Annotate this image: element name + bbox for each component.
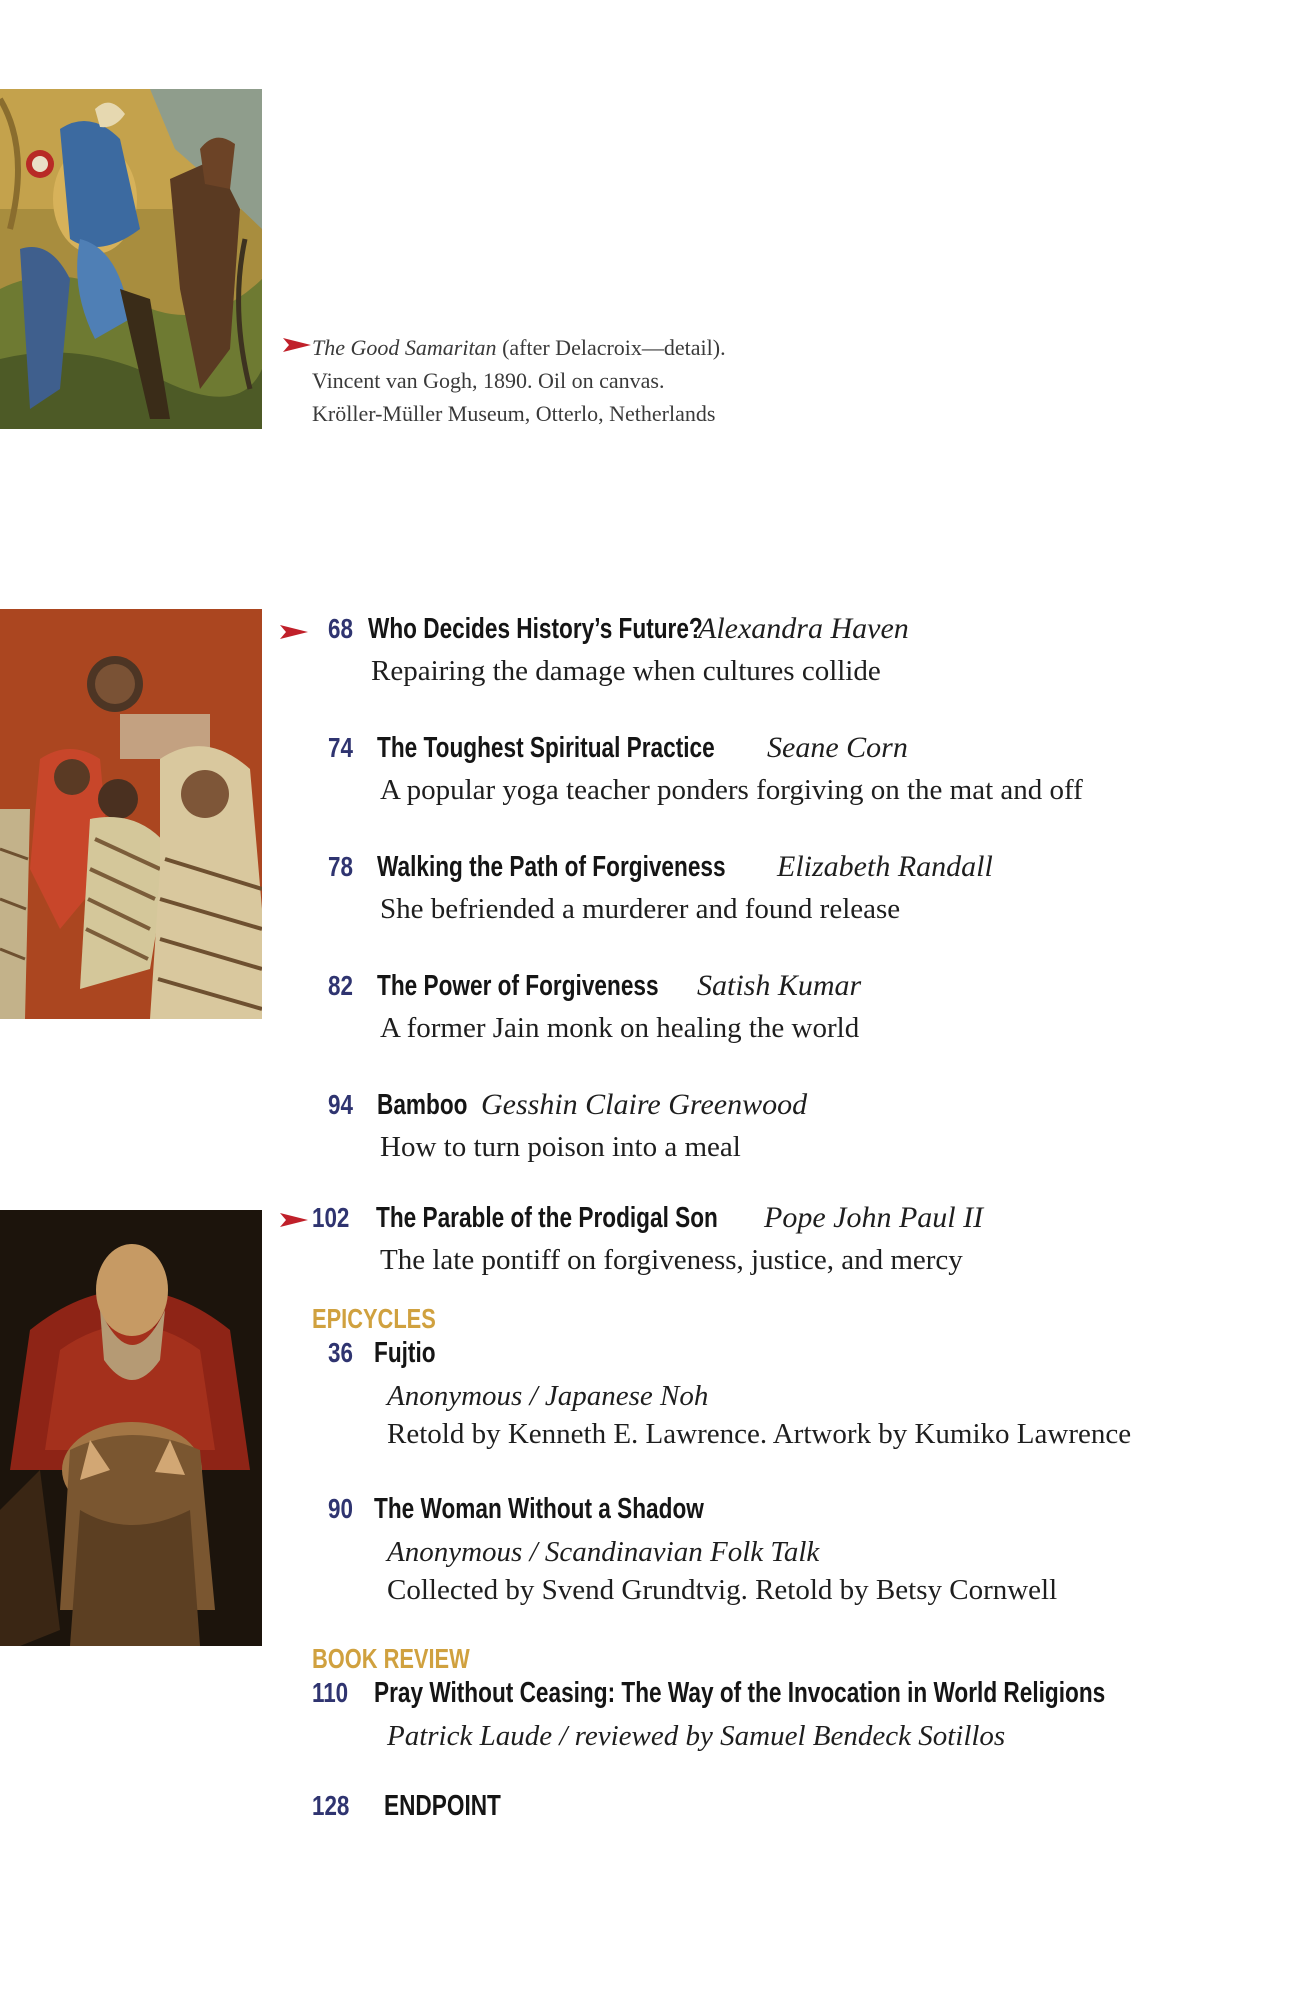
toc-entry	[328, 731, 1083, 809]
arrow-marker-icon	[280, 1213, 308, 1227]
article-description: Repairing the damage when cultures collide	[371, 655, 881, 687]
page-number: 74	[328, 732, 353, 763]
article-title: Bamboo	[377, 1089, 468, 1121]
book-title: Pray Without Ceasing: The Way of the Invocation in World Religions	[374, 1677, 1106, 1709]
article-author: Gesshin Claire Greenwood	[481, 1088, 808, 1121]
story-title: The Woman Without a Shadow	[374, 1493, 704, 1525]
article-title: The Toughest Spiritual Practice	[377, 732, 715, 764]
arrow-marker-icon	[283, 338, 311, 352]
caption-line-2: Vincent van Gogh, 1890. Oil on canvas.	[312, 368, 665, 393]
article-author: Pope John Paul II	[764, 1201, 984, 1234]
ethiopian-painting-artwork	[0, 609, 262, 1019]
page-number: 36	[328, 1337, 353, 1368]
artwork-caption	[312, 331, 726, 430]
article-description: She befriended a murderer and found release	[380, 893, 901, 925]
toc-entry	[328, 1088, 807, 1166]
article-title: Who Decides History’s Future?	[368, 613, 703, 645]
toc-entry	[328, 850, 993, 928]
toc-entry	[328, 1493, 1057, 1609]
article-author: Alexandra Haven	[698, 612, 909, 645]
arrow-marker-icon	[280, 625, 308, 639]
page-number: 82	[328, 970, 353, 1001]
caption-title-rest: (after Delacroix—detail).	[496, 335, 726, 360]
article-title: The Power of Forgiveness	[377, 970, 659, 1002]
article-title: Walking the Path of Forgiveness	[377, 851, 726, 883]
article-title: The Parable of the Prodigal Son	[376, 1202, 718, 1234]
page-number: 128	[312, 1790, 350, 1821]
caption-line-3: Kröller-Müller Museum, Otterlo, Netherlands	[312, 401, 716, 426]
toc-entry	[328, 612, 909, 690]
article-author: Satish Kumar	[697, 969, 862, 1002]
page-number: 94	[328, 1089, 353, 1120]
article-author: Elizabeth Randall	[777, 850, 993, 883]
toc-entry	[312, 1201, 983, 1279]
story-title: Fujtio	[374, 1337, 436, 1369]
page-number: 90	[328, 1493, 353, 1524]
section-label-book-review: BOOK REVIEW	[312, 1643, 470, 1674]
story-credit: Retold by Kenneth E. Lawrence. Artwork by Kumiko Lawrence	[387, 1418, 1132, 1450]
caption-title: The Good Samaritan	[312, 335, 497, 360]
endpoint-title: ENDPOINT	[384, 1790, 501, 1822]
article-description: A former Jain monk on healing the world	[380, 1012, 860, 1044]
toc-entry	[312, 1677, 1300, 1755]
toc-entry	[328, 969, 861, 1047]
good-samaritan-artwork	[0, 89, 262, 429]
page-number: 78	[328, 851, 353, 882]
page-number: 110	[312, 1677, 349, 1708]
story-source: Anonymous / Japanese Noh	[387, 1380, 709, 1412]
book-byline: Patrick Laude / reviewed by Samuel Bendeck Sotillos	[387, 1720, 1006, 1752]
story-credit: Collected by Svend Grundtvig. Retold by Betsy Cornwell	[387, 1574, 1058, 1606]
page-number: 102	[312, 1202, 350, 1233]
article-author: Seane Corn	[767, 731, 908, 764]
section-label-epicycles: EPICYCLES	[312, 1303, 436, 1334]
toc-entry	[328, 1337, 1131, 1453]
prodigal-son-artwork	[0, 1210, 262, 1646]
toc-entry	[312, 1790, 534, 1830]
article-description: The late pontiff on forgiveness, justice, and mercy	[380, 1244, 963, 1276]
article-description: A popular yoga teacher ponders forgiving on the mat and off	[380, 774, 1083, 806]
page-number: 68	[328, 613, 353, 644]
article-description: How to turn poison into a meal	[380, 1131, 741, 1163]
story-source: Anonymous / Scandinavian Folk Talk	[387, 1536, 820, 1568]
